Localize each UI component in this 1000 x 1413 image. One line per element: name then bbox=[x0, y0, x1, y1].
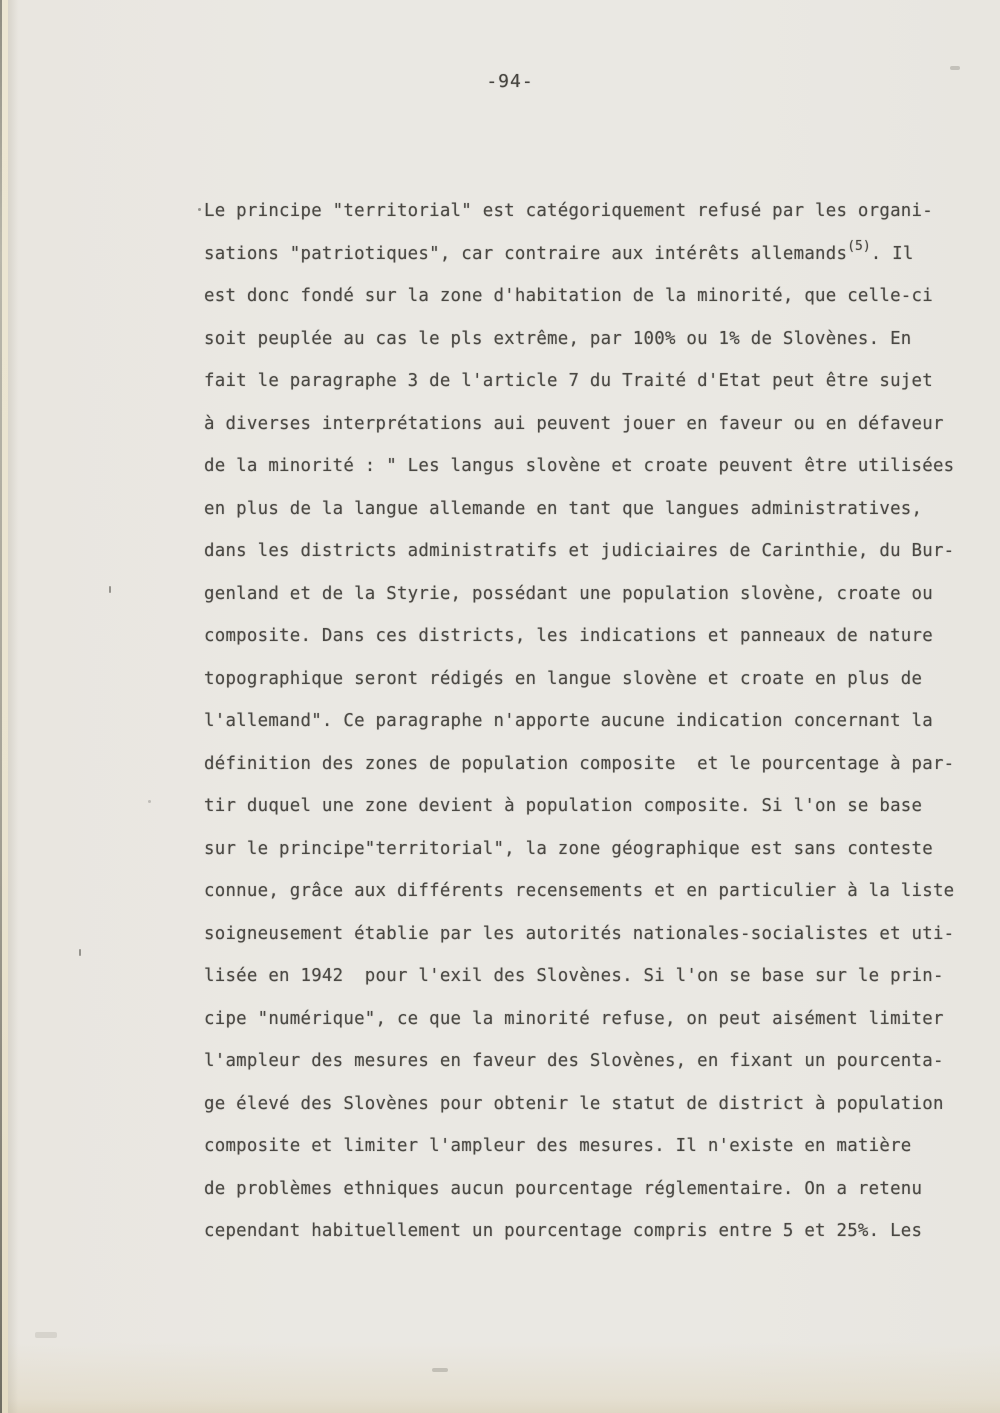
scan-speck bbox=[148, 800, 151, 803]
text-line: en plus de la langue allemande en tant que langues administratives, bbox=[204, 498, 923, 519]
text-line: sur le principe"territorial", la zone géographique est sans conteste bbox=[204, 838, 933, 859]
body-text bbox=[204, 190, 955, 1253]
text-line: tir duquel une zone devient à population composite. Si l'on se base bbox=[204, 796, 923, 816]
text-line: soit peuplée au cas le pls extrême, par 100% ou 1% de Slovènes. En bbox=[204, 328, 912, 349]
text-line: lisée en 1942 pour l'exil des Slovènes. Si l'on se base sur le prin- bbox=[204, 966, 944, 986]
text-line: ge élevé des Slovènes pour obtenir le statut de district à population bbox=[204, 1093, 944, 1114]
scan-speck bbox=[109, 586, 111, 593]
text-line: l'allemand". Ce paragraphe n'apporte aucune indication concernant la bbox=[204, 711, 933, 731]
scan-smudge bbox=[950, 66, 960, 70]
text-line: topographique seront rédigés en langue slovène et croate en plus de bbox=[204, 668, 923, 689]
text-line: de problèmes ethniques aucun pourcentage réglementaire. On a retenu bbox=[204, 1178, 923, 1199]
page-number: -94- bbox=[486, 71, 534, 92]
text-line: de la minorité : " Les langus slovène et croate peuvent être utilisées bbox=[204, 456, 955, 476]
scan-left-edge-shadow bbox=[8, 0, 18, 1413]
text-line: l'ampleur des mesures en faveur des Slovènes, en fixant un pourcenta- bbox=[204, 1051, 944, 1071]
text-line: Le principe "territorial" est catégoriquement refusé par les organi- bbox=[204, 201, 933, 221]
scan-smudge bbox=[35, 1332, 57, 1338]
text-line: définition des zones de population composite et le pourcentage à par- bbox=[204, 753, 955, 774]
text-line: cependant habituellement un pourcentage compris entre 5 et 25%. Les bbox=[204, 1221, 923, 1241]
text-line: sations "patriotiques", car contraire aux intérêts allemands$^{(5)}$. Il bbox=[204, 238, 914, 264]
text-line: est donc fondé sur la zone d'habitation de la minorité, que celle-ci bbox=[204, 286, 933, 306]
footnote-ref: (5) bbox=[847, 238, 871, 254]
text-line: à diverses interprétations aui peuvent jouer en faveur ou en défaveur bbox=[204, 413, 944, 434]
scan-smudge bbox=[432, 1368, 448, 1372]
text-line: fait le paragraphe 3 de l'article 7 du Traité d'Etat peut être sujet bbox=[204, 371, 933, 391]
text-line: soigneusement établie par les autorités nationales-socialistes et uti- bbox=[204, 923, 955, 944]
text-line: genland et de la Styrie, possédant une population slovène, croate ou bbox=[204, 583, 933, 604]
text-line: connue, grâce aux différents recensements et en particulier à la liste bbox=[204, 881, 955, 901]
text-line: cipe "numérique", ce que la minorité refuse, on peut aisément limiter bbox=[204, 1008, 944, 1029]
scan-speck bbox=[198, 208, 201, 211]
scan-speck bbox=[79, 949, 81, 956]
text-line: composite. Dans ces districts, les indications et panneaux de nature bbox=[204, 626, 933, 646]
text-line: dans les districts administratifs et judiciaires de Carinthie, du Bur- bbox=[204, 541, 955, 561]
text-line: composite et limiter l'ampleur des mesures. Il n'existe en matière bbox=[204, 1136, 912, 1156]
